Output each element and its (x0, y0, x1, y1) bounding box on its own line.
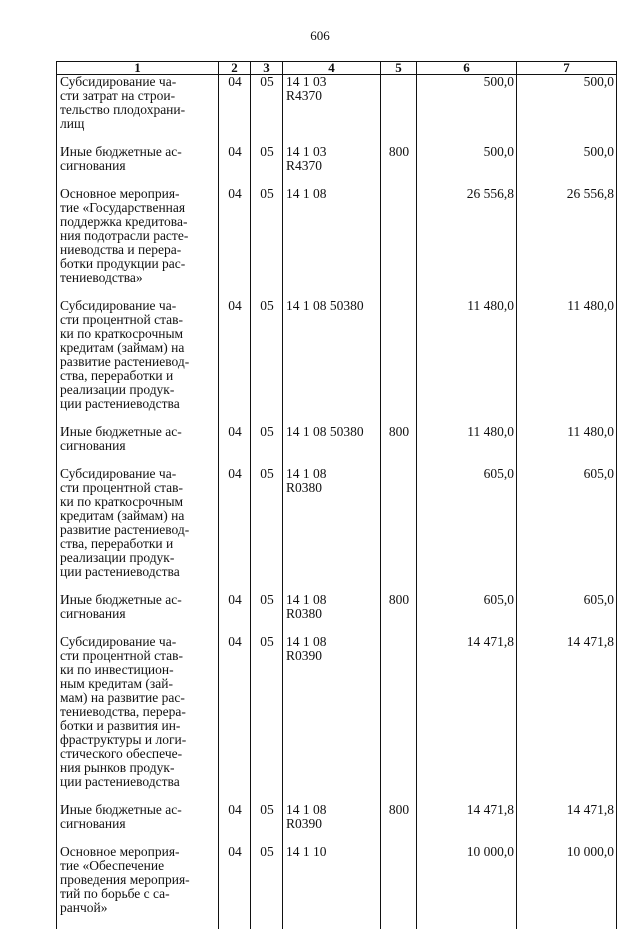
cell-amount-2: 26 556,8 (517, 187, 617, 299)
target-article-line: 14 1 08 (286, 635, 378, 649)
name-line: Основное мероприя- (60, 845, 216, 859)
cell-target-article (283, 593, 381, 635)
cell-target-article (283, 187, 381, 299)
cell-expense-type (381, 299, 417, 425)
name-line: Иные бюджетные ас- (60, 803, 216, 817)
cell-name (57, 467, 219, 593)
cell-expense-type: 800 (381, 593, 417, 635)
cell-expense-type (381, 635, 417, 803)
cell-amount-2: 10 000,0 (517, 845, 617, 929)
cell-section: 04 (219, 145, 251, 187)
target-article-line: R0390 (286, 817, 378, 831)
name-line: ботки продукции рас- (60, 257, 216, 271)
cell-name (57, 635, 219, 803)
target-article-line: 14 1 08 (286, 803, 378, 817)
cell-name (57, 803, 219, 845)
name-line: Субсидирование ча- (60, 75, 216, 89)
cell-section: 04 (219, 75, 251, 146)
cell-section: 04 (219, 187, 251, 299)
cell-amount-2: 14 471,8 (517, 803, 617, 845)
name-line: Субсидирование ча- (60, 467, 216, 481)
name-line: лищ (60, 117, 216, 131)
name-line: фраструктуры и логи- (60, 733, 216, 747)
cell-target-article (283, 467, 381, 593)
header-col-3: 3 (251, 62, 283, 75)
cell-amount-1: 605,0 (417, 593, 517, 635)
name-line: кредитам (займам) на (60, 341, 216, 355)
cell-section: 04 (219, 593, 251, 635)
cell-expense-type (381, 187, 417, 299)
cell-amount-2: 500,0 (517, 145, 617, 187)
name-line: ки по инвестицион- (60, 663, 216, 677)
target-article-line: 14 1 03 (286, 145, 378, 159)
budget-table (56, 61, 617, 929)
cell-expense-type: 800 (381, 145, 417, 187)
cell-name (57, 845, 219, 929)
target-article-line: 14 1 08 (286, 187, 378, 201)
table-row (57, 467, 617, 593)
header-col-7: 7 (517, 62, 617, 75)
header-row (57, 62, 617, 75)
cell-name (57, 75, 219, 146)
name-line: ства, переработки и (60, 537, 216, 551)
cell-amount-1: 500,0 (417, 145, 517, 187)
name-line: Иные бюджетные ас- (60, 145, 216, 159)
cell-subsection: 05 (251, 299, 283, 425)
cell-subsection: 05 (251, 187, 283, 299)
cell-subsection: 05 (251, 635, 283, 803)
cell-subsection: 05 (251, 75, 283, 146)
cell-amount-1: 11 480,0 (417, 299, 517, 425)
target-article-line: R4370 (286, 89, 378, 103)
table-row (57, 635, 617, 803)
page-number: 606 (0, 28, 640, 44)
cell-expense-type: 800 (381, 803, 417, 845)
target-article-line: R0380 (286, 481, 378, 495)
cell-subsection: 05 (251, 845, 283, 929)
name-line: сигнования (60, 159, 216, 173)
cell-amount-2: 605,0 (517, 593, 617, 635)
table-row (57, 593, 617, 635)
cell-target-article (283, 75, 381, 146)
target-article-line: 14 1 08 50380 (286, 425, 378, 439)
cell-subsection: 05 (251, 145, 283, 187)
cell-amount-1: 10 000,0 (417, 845, 517, 929)
cell-amount-2: 605,0 (517, 467, 617, 593)
name-line: стического обеспече- (60, 747, 216, 761)
table-row (57, 75, 617, 146)
cell-target-article (283, 145, 381, 187)
header-col-4: 4 (283, 62, 381, 75)
name-line: Основное мероприя- (60, 187, 216, 201)
table-row (57, 425, 617, 467)
table-row (57, 299, 617, 425)
cell-amount-1: 14 471,8 (417, 635, 517, 803)
name-line: проведения мероприя- (60, 873, 216, 887)
cell-amount-2: 11 480,0 (517, 299, 617, 425)
name-line: сти процентной став- (60, 481, 216, 495)
cell-expense-type (381, 845, 417, 929)
header-col-2: 2 (219, 62, 251, 75)
table-body (57, 75, 617, 929)
name-line: Иные бюджетные ас- (60, 593, 216, 607)
cell-amount-1: 605,0 (417, 467, 517, 593)
target-article-line: R0380 (286, 607, 378, 621)
name-line: сти процентной став- (60, 313, 216, 327)
name-line: тие «Обеспечение (60, 859, 216, 873)
cell-target-article (283, 803, 381, 845)
name-line: реализации продук- (60, 551, 216, 565)
cell-expense-type (381, 467, 417, 593)
name-line: ции растениеводства (60, 397, 216, 411)
table-row (57, 187, 617, 299)
name-line: тие «Государственная (60, 201, 216, 215)
name-line: тий по борьбе с са- (60, 887, 216, 901)
target-article-line: 14 1 08 50380 (286, 299, 378, 313)
cell-subsection: 05 (251, 803, 283, 845)
header-col-6: 6 (417, 62, 517, 75)
target-article-line: 14 1 08 (286, 593, 378, 607)
table-row (57, 845, 617, 929)
cell-section: 04 (219, 299, 251, 425)
name-line: Иные бюджетные ас- (60, 425, 216, 439)
name-line: кредитам (займам) на (60, 509, 216, 523)
cell-section: 04 (219, 467, 251, 593)
target-article-line: 14 1 08 (286, 467, 378, 481)
name-line: сигнования (60, 817, 216, 831)
name-line: развитие растениевод- (60, 523, 216, 537)
cell-expense-type (381, 75, 417, 146)
target-article-line: 14 1 10 (286, 845, 378, 859)
cell-target-article (283, 425, 381, 467)
cell-section: 04 (219, 845, 251, 929)
cell-amount-2: 14 471,8 (517, 635, 617, 803)
cell-name (57, 145, 219, 187)
cell-amount-1: 500,0 (417, 75, 517, 146)
name-line: тельство плодохрани- (60, 103, 216, 117)
name-line: реализации продук- (60, 383, 216, 397)
header-col-5: 5 (381, 62, 417, 75)
name-line: сигнования (60, 439, 216, 453)
cell-target-article (283, 299, 381, 425)
name-line: Субсидирование ча- (60, 299, 216, 313)
cell-name (57, 425, 219, 467)
name-line: тениеводства, перера- (60, 705, 216, 719)
cell-amount-2: 500,0 (517, 75, 617, 146)
name-line: ния рынков продук- (60, 761, 216, 775)
name-line: ции растениеводства (60, 775, 216, 789)
cell-amount-1: 14 471,8 (417, 803, 517, 845)
name-line: ки по краткосрочным (60, 327, 216, 341)
name-line: ния подотрасли расте- (60, 229, 216, 243)
cell-target-article (283, 635, 381, 803)
name-line: ства, переработки и (60, 369, 216, 383)
cell-amount-2: 11 480,0 (517, 425, 617, 467)
name-line: развитие растениевод- (60, 355, 216, 369)
name-line: тениеводства» (60, 271, 216, 285)
name-line: ции растениеводства (60, 565, 216, 579)
cell-name (57, 299, 219, 425)
cell-subsection: 05 (251, 467, 283, 593)
name-line: ки по краткосрочным (60, 495, 216, 509)
target-article-line: 14 1 03 (286, 75, 378, 89)
name-line: сти процентной став- (60, 649, 216, 663)
header-col-1: 1 (57, 62, 219, 75)
cell-section: 04 (219, 635, 251, 803)
target-article-line: R4370 (286, 159, 378, 173)
cell-section: 04 (219, 425, 251, 467)
name-line: поддержка кредитова- (60, 215, 216, 229)
table-row (57, 803, 617, 845)
cell-subsection: 05 (251, 425, 283, 467)
table-row (57, 145, 617, 187)
cell-amount-1: 26 556,8 (417, 187, 517, 299)
name-line: ным кредитам (зай- (60, 677, 216, 691)
cell-amount-1: 11 480,0 (417, 425, 517, 467)
name-line: ранчой» (60, 901, 216, 915)
cell-subsection: 05 (251, 593, 283, 635)
name-line: сти затрат на строи- (60, 89, 216, 103)
target-article-line: R0390 (286, 649, 378, 663)
name-line: мам) на развитие рас- (60, 691, 216, 705)
cell-expense-type: 800 (381, 425, 417, 467)
name-line: ниеводства и перера- (60, 243, 216, 257)
name-line: ботки и развития ин- (60, 719, 216, 733)
name-line: Субсидирование ча- (60, 635, 216, 649)
cell-target-article (283, 845, 381, 929)
cell-name (57, 593, 219, 635)
cell-name (57, 187, 219, 299)
cell-section: 04 (219, 803, 251, 845)
name-line: сигнования (60, 607, 216, 621)
